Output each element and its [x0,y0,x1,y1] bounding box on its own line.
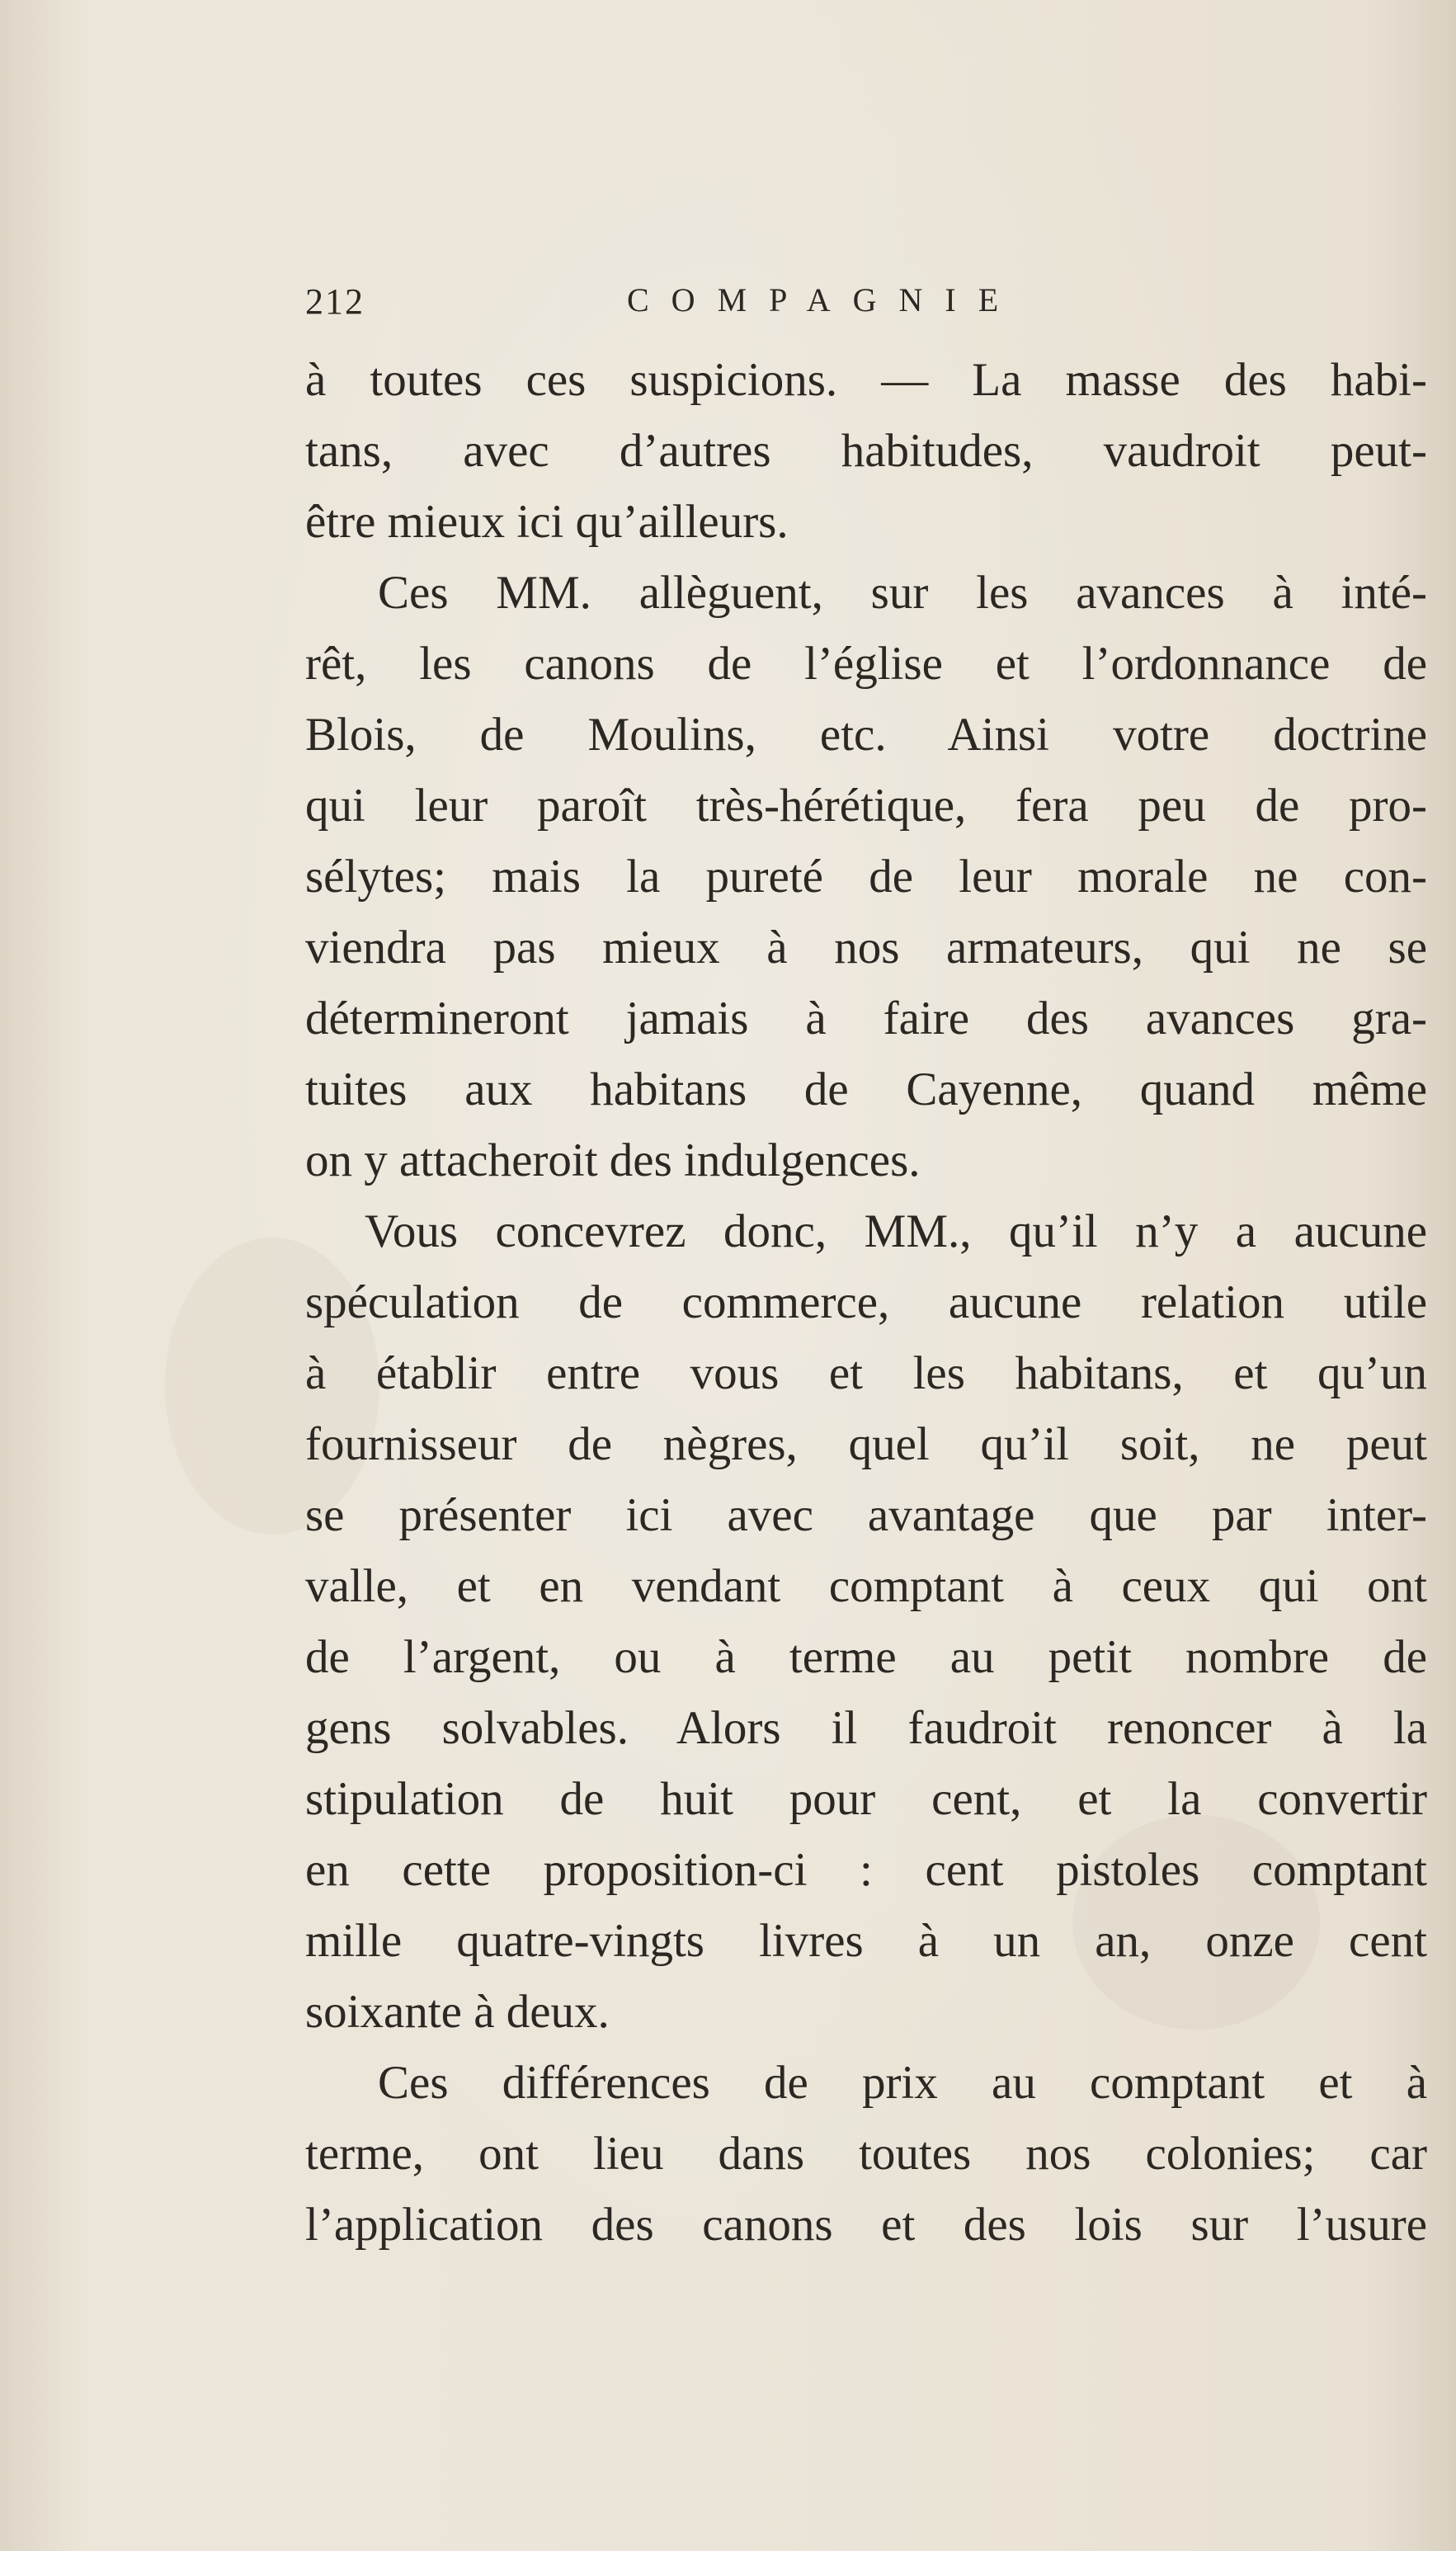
text-line: Ces différences de prix au comptant et à [378,2057,1427,2109]
running-title: COMPAGNIE [627,281,1021,318]
text-line: tuites aux habitans de Cayenne, quand même [305,1063,1427,1115]
text-line: soixante à deux. [305,1986,610,2038]
text-line: viendra pas mieux à nos armateurs, qui ne se [305,922,1427,974]
text-line: terme, ont lieu dans toutes nos colonies; car [305,2128,1427,2180]
text-line: à toutes ces suspicions. — La masse des habi- [305,354,1427,406]
running-head [305,281,1444,330]
text-line: se présenter ici avec avantage que par inter- [305,1489,1427,1541]
text-line: fournisseur de nègres, quel qu’il soit, ne peut [305,1418,1427,1470]
text-line: on y attacheroit des indulgences. [305,1134,921,1186]
page-number: 212 [305,281,365,322]
text-line: qui leur paroît très-hérétique, fera peu de pro- [305,780,1427,832]
text-line: mille quatre-vingts livres à un an, onze cent [305,1915,1427,1967]
text-line: gens solvables. Alors il faudroit renoncer à la [305,1702,1427,1754]
text-line: spéculation de commerce, aucune relation utile [305,1276,1427,1328]
text-line: être mieux ici qu’ailleurs. [305,496,789,548]
text-line: sélytes; mais la pureté de leur morale ne con- [305,851,1427,903]
text-line: détermineront jamais à faire des avances gra- [305,993,1427,1044]
text-line: Vous concevrez donc, MM., qu’il n’y a aucune [365,1205,1427,1257]
body-text [305,345,1427,2261]
text-line: rêt, les canons de l’église et l’ordonnance de [305,638,1427,690]
text-line: l’application des canons et des lois sur l’usure [305,2199,1427,2251]
text-line: Blois, de Moulins, etc. Ainsi votre doctrine [305,709,1427,761]
text-line: en cette proposition-ci : cent pistoles comptant [305,1844,1427,1896]
text-line: à établir entre vous et les habitans, et qu’un [305,1347,1427,1399]
text-line: Ces MM. allèguent, sur les avances à inté- [378,567,1427,619]
text-line: stipulation de huit pour cent, et la convertir [305,1773,1427,1825]
text-line: valle, et en vendant comptant à ceux qui ont [305,1560,1427,1612]
text-line: de l’argent, ou à terme au petit nombre de [305,1631,1427,1683]
text-line: tans, avec d’autres habitudes, vaudroit peut- [305,425,1427,477]
